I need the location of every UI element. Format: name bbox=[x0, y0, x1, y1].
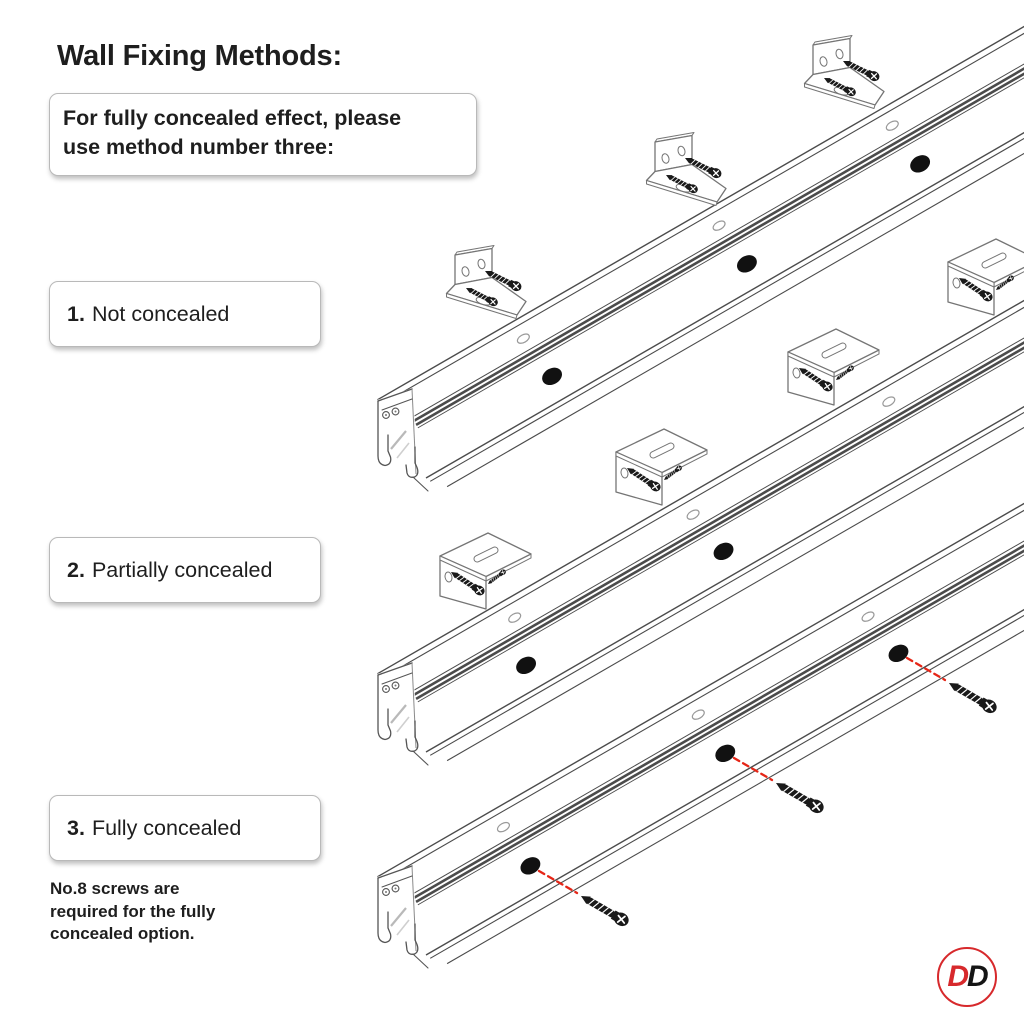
concealed-screw-detail bbox=[539, 871, 631, 929]
concealed-screw-detail bbox=[734, 758, 826, 816]
fixing-hole bbox=[517, 854, 543, 878]
wall-bracket-illustration bbox=[647, 133, 727, 206]
rail-end-profile bbox=[377, 388, 428, 491]
no8-screw-illustration bbox=[773, 777, 826, 815]
red-alignment-line bbox=[907, 658, 945, 680]
red-alignment-line bbox=[734, 758, 772, 780]
red-alignment-line bbox=[539, 871, 577, 893]
rail-end-profile bbox=[377, 865, 428, 968]
fixing-hole bbox=[885, 641, 911, 665]
clamp-bracket-illustration bbox=[440, 533, 531, 609]
screws-note: No.8 screws are required for the fully concealed option. bbox=[50, 879, 216, 943]
fixing-hole bbox=[710, 539, 736, 563]
concealed-screw-detail bbox=[907, 658, 999, 716]
dd-logo bbox=[937, 947, 997, 1007]
method-text: Not concealed bbox=[91, 301, 230, 326]
no8-screw-illustration bbox=[946, 677, 999, 715]
method-label-not-concealed bbox=[49, 281, 321, 347]
fixing-hole bbox=[907, 152, 933, 176]
method-label-fully-concealed bbox=[49, 795, 321, 861]
dd-logo-text: DD bbox=[947, 960, 987, 993]
clamp-bracket-illustration bbox=[616, 429, 707, 505]
fixing-hole bbox=[539, 364, 565, 388]
method-text: Fully concealed bbox=[91, 815, 242, 840]
fixing-hole bbox=[712, 741, 738, 765]
method-number: 1. bbox=[67, 301, 85, 326]
fixing-hole bbox=[513, 653, 539, 677]
rail-end-profile bbox=[377, 662, 428, 765]
page-title: Wall Fixing Methods: bbox=[57, 40, 342, 72]
intro-callout bbox=[49, 93, 477, 176]
method-number: 3. bbox=[67, 815, 85, 840]
clamp-bracket-illustration bbox=[788, 329, 879, 405]
method-text: Partially concealed bbox=[91, 557, 273, 582]
wall-bracket-illustration bbox=[805, 36, 885, 109]
clamp-bracket-illustration bbox=[948, 239, 1024, 315]
no8-screw-illustration bbox=[578, 890, 631, 928]
fixing-hole bbox=[734, 252, 760, 276]
track-rail-method-1 bbox=[377, 18, 1024, 495]
wall-bracket-illustration bbox=[447, 246, 527, 319]
method-label-partially-concealed bbox=[49, 537, 321, 603]
intro-text: For fully concealed effect, please use method number three: bbox=[63, 106, 402, 159]
method-number: 2. bbox=[67, 557, 85, 582]
